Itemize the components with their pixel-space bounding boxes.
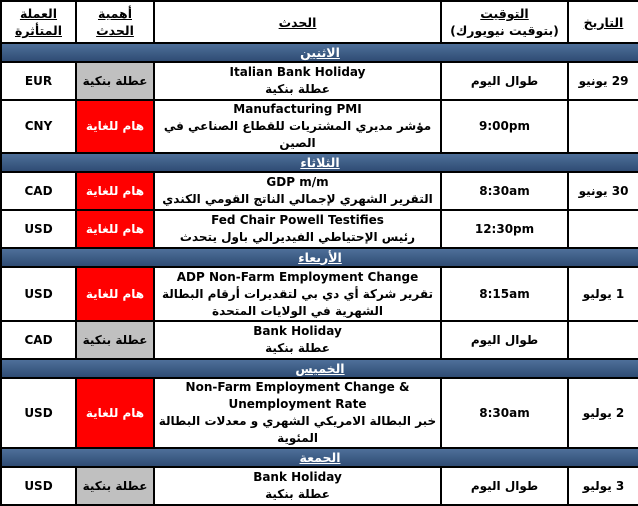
time-cell: طوال اليوم — [442, 322, 567, 358]
day-label-text: الخميس — [295, 360, 345, 376]
event-name-ar: خبر البطالة الامريكي الشهري و معدلات البطالة المئوية — [158, 414, 437, 445]
event-row — [2, 173, 638, 209]
event-name-en: GDP m/m — [266, 175, 329, 189]
event-name-en: Italian Bank Holiday — [229, 65, 366, 79]
day-label-text: الثلاثاء — [300, 154, 340, 170]
event-cell — [155, 322, 440, 358]
date-cell: 1 يوليو — [569, 268, 638, 320]
header-date: التاريخ — [569, 2, 638, 42]
day-label-text: الاثنين — [300, 44, 340, 60]
day-header-row — [2, 249, 638, 266]
event-row — [2, 101, 638, 152]
currency-cell: USD — [2, 379, 75, 447]
day-label — [2, 249, 638, 266]
date-cell — [569, 322, 638, 358]
event-name-en: Bank Holiday — [253, 470, 342, 484]
header-currency: العملة المتأثرة — [2, 2, 75, 42]
importance-badge: عطلة بنكية — [77, 63, 153, 99]
currency-cell: EUR — [2, 63, 75, 99]
time-cell: 8:30am — [442, 379, 567, 447]
day-label — [2, 154, 638, 171]
event-row — [2, 63, 638, 99]
time-cell: 8:15am — [442, 268, 567, 320]
header-row — [2, 2, 638, 42]
event-name-en: Manufacturing PMI — [233, 102, 362, 116]
importance-badge: هام للغاية — [77, 379, 153, 447]
event-name-ar: رئيس الإحتياطي الفيديرالي باول يتحدث — [179, 230, 416, 244]
event-cell — [155, 268, 440, 320]
day-label-text: الأربعاء — [298, 249, 342, 265]
event-cell — [155, 63, 440, 99]
header-time: التوقيت (بتوقيت نيويورك) — [442, 2, 567, 42]
day-label-text: الجمعة — [299, 449, 341, 465]
event-cell — [155, 211, 440, 247]
day-header-row — [2, 44, 638, 61]
date-cell: 29 يونيو — [569, 63, 638, 99]
day-header-row — [2, 449, 638, 466]
event-name-en: ADP Non-Farm Employment Change — [176, 269, 419, 284]
importance-badge: هام للغاية — [77, 101, 153, 152]
event-name-en: Fed Chair Powell Testifies — [211, 213, 384, 227]
event-name-ar: عطلة بنكية — [265, 82, 330, 96]
importance-badge: هام للغاية — [77, 211, 153, 247]
day-label — [2, 44, 638, 61]
event-name-en: Non-Farm Employment Change & Unemployment Rate — [185, 380, 410, 411]
date-cell: 30 يونيو — [569, 173, 638, 209]
importance-badge: هام للغاية — [77, 173, 153, 209]
time-cell: طوال اليوم — [442, 63, 567, 99]
event-name-ar: التقرير الشهري لإجمالي الناتج القومي الكندي — [162, 192, 433, 206]
importance-badge: عطلة بنكية — [77, 322, 153, 358]
currency-cell: USD — [2, 468, 75, 504]
event-row — [2, 211, 638, 247]
event-name-en: Bank Holiday — [253, 324, 342, 338]
currency-cell: USD — [2, 211, 75, 247]
event-row — [2, 322, 638, 358]
calendar-body — [2, 2, 638, 504]
event-cell — [155, 379, 440, 447]
day-label — [2, 449, 638, 466]
event-name-ar: عطلة بنكية — [265, 341, 330, 355]
event-row — [2, 379, 638, 447]
time-cell: 8:30am — [442, 173, 567, 209]
currency-cell: CAD — [2, 322, 75, 358]
event-name-ar: تقرير شركة أي دي بي لتقديرات أرقام البطالة الشهرية في الولايات المتحدة — [161, 286, 434, 318]
event-cell — [155, 101, 440, 152]
header-event: الحدث — [155, 2, 440, 42]
time-cell: 9:00pm — [442, 101, 567, 152]
date-cell: 3 يوليو — [569, 468, 638, 504]
event-cell — [155, 173, 440, 209]
event-name-ar: عطلة بنكية — [265, 487, 330, 501]
currency-cell: USD — [2, 268, 75, 320]
date-cell — [569, 211, 638, 247]
event-row — [2, 268, 638, 320]
header-importance: أهمية الحدث — [77, 2, 153, 42]
date-cell: 2 يوليو — [569, 379, 638, 447]
event-row — [2, 468, 638, 504]
currency-cell: CAD — [2, 173, 75, 209]
importance-badge: عطلة بنكية — [77, 468, 153, 504]
time-cell: 12:30pm — [442, 211, 567, 247]
day-header-row — [2, 360, 638, 377]
date-cell — [569, 101, 638, 152]
importance-badge: هام للغاية — [77, 268, 153, 320]
currency-cell: CNY — [2, 101, 75, 152]
event-name-ar: مؤشر مديري المشتريات للقطاع الصناعي في الصين — [163, 119, 432, 150]
day-label — [2, 360, 638, 377]
day-header-row — [2, 154, 638, 171]
event-cell — [155, 468, 440, 504]
time-cell: طوال اليوم — [442, 468, 567, 504]
